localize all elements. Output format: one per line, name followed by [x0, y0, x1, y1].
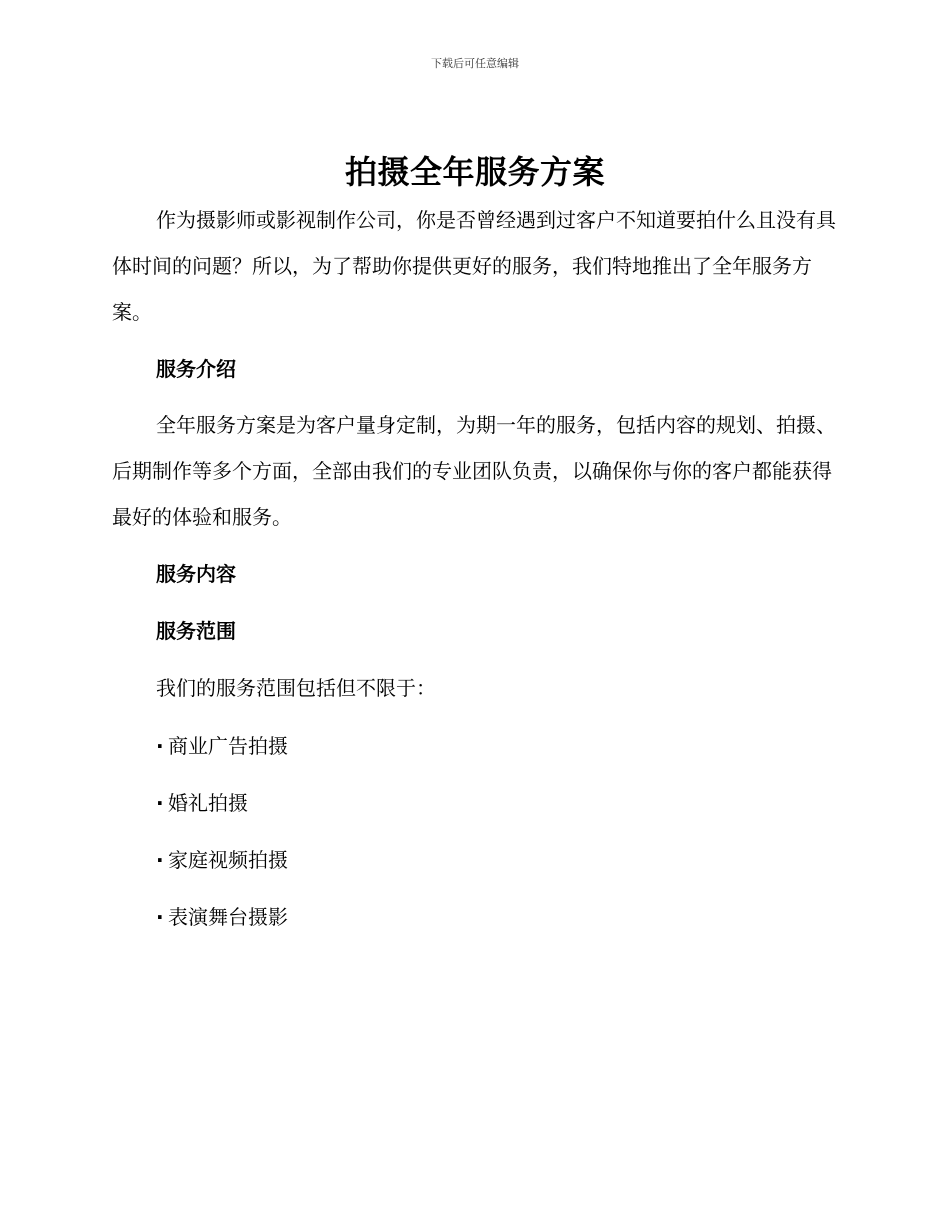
section-heading-service-content: 服务内容 — [156, 562, 236, 586]
section-heading-service-intro: 服务介绍 — [156, 357, 236, 381]
intro-paragraph: 作为摄影师或影视制作公司，你是否曾经遇到过客户不知道要拍什么且没有具体时间的问题？所以，为了帮助你提供更好的服务，我们特地推出了全年服务方案。 — [112, 208, 836, 324]
list-item — [156, 731, 288, 761]
bullet-icon: · — [156, 905, 164, 929]
list-item-text: 表演舞台摄影 — [168, 905, 288, 929]
list-item-text: 家庭视频拍摄 — [168, 848, 288, 872]
subheading-service-scope: 服务范围 — [156, 619, 236, 643]
bullet-icon: · — [156, 791, 164, 815]
header-note: 下载后可任意编辑 — [431, 57, 519, 70]
list-item-text: 婚礼拍摄 — [168, 791, 248, 815]
document-title: 拍摄全年服务方案 — [344, 153, 605, 191]
list-item-text: 商业广告拍摄 — [168, 734, 288, 758]
service-scope-lead: 我们的服务范围包括但不限于： — [156, 676, 436, 700]
list-item — [156, 902, 288, 932]
list-item — [156, 845, 288, 875]
list-item — [156, 788, 248, 818]
bullet-icon: · — [156, 734, 164, 758]
bullet-icon: · — [156, 848, 164, 872]
service-intro-paragraph: 全年服务方案是为客户量身定制，为期一年的服务，包括内容的规划、拍摄、后期制作等多个方面，全部由我们的专业团队负责，以确保你与你的客户都能获得最好的体验和服务。 — [112, 413, 836, 529]
